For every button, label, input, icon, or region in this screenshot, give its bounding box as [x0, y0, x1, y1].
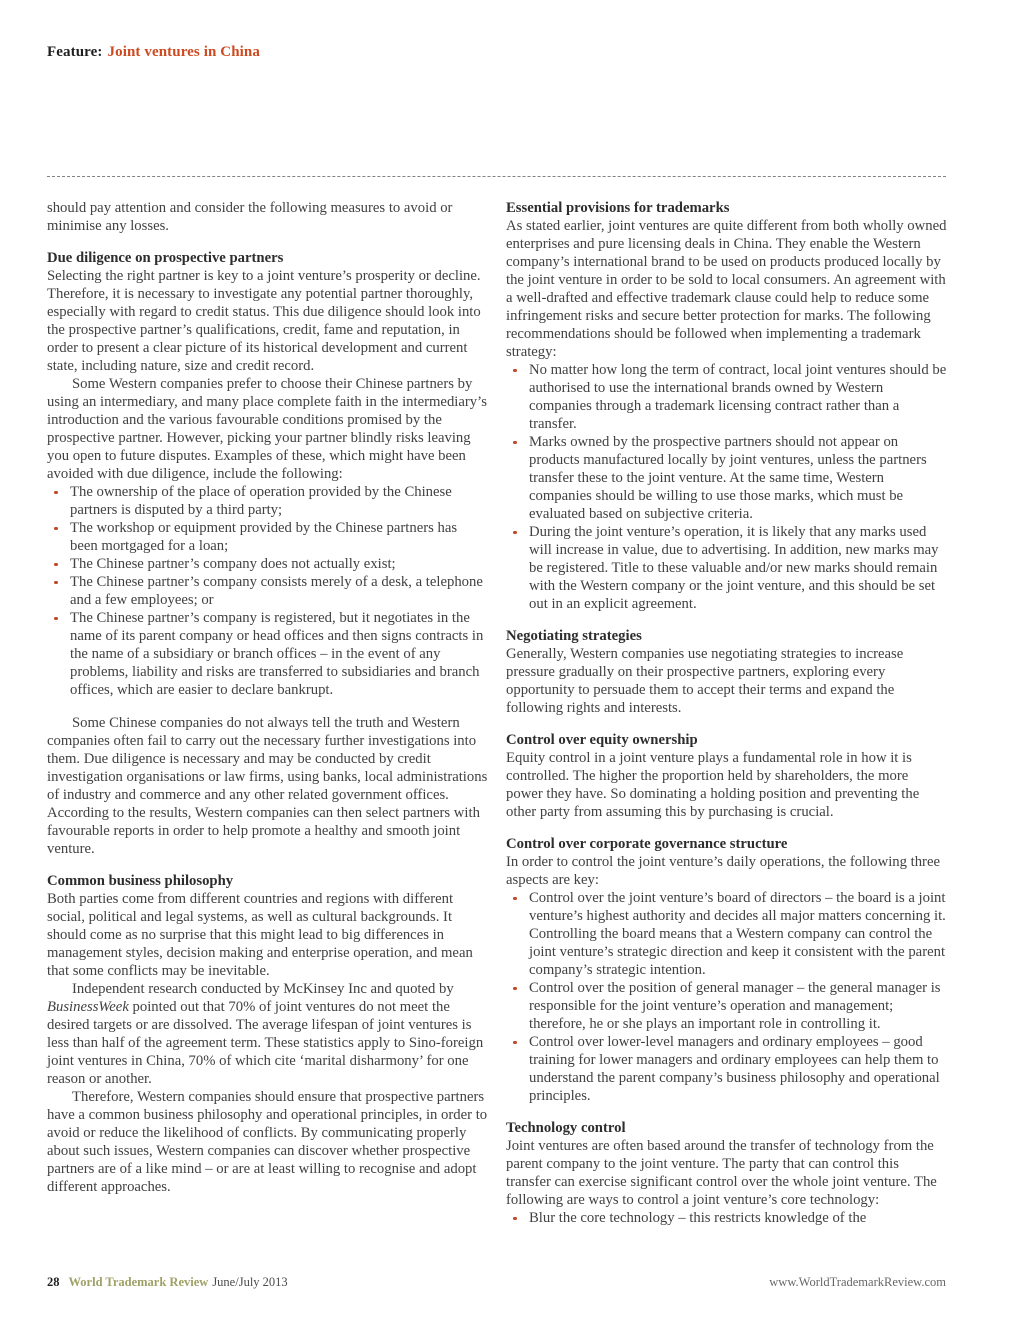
bullet-item: The Chinese partner’s company does not actually exist;: [47, 555, 488, 573]
dotted-divider: [47, 176, 946, 177]
bullet-item: Control over the position of general manager – the general manager is responsible for the joint venture’s operation and management; therefore, he or she plays an important role in controlling it.: [506, 979, 947, 1033]
section-heading: Common business philosophy: [47, 873, 234, 889]
paragraph: should pay attention and consider the following measures to avoid or minimise any losses.: [47, 200, 453, 234]
paragraph: Selecting the right partner is key to a joint venture’s prosperity or decline. Therefore, it is necessary to investigate any potential partner thoroughly, especially with regard to credit status. This due diligence should look into the prospective partner’s qualifications, credit, fame and reputation, in order to present a clear picture of its historical development and current state, including nature, size and credit record.: [47, 268, 481, 374]
bullet-item: During the joint venture’s operation, it is likely that any marks used will increase in value, due to advertising. In addition, new marks may be registered. Title to these valuable and/or new marks should remain with the Western company or the joint venture, and this should be set out in an explicit agreement.: [506, 523, 947, 613]
feature-title: Joint ventures in China: [107, 44, 260, 60]
footer-imprint: [47, 1275, 288, 1290]
paragraph: Independent research conducted by McKinsey Inc and quoted by BusinessWeek pointed out that 70% of joint ventures do not meet the desired targets or are dissolved. The average lifespan of joint ventures is less than half of the agreement term. These statistics apply to Sino-foreign joint ventures in China, 70% of which cite ‘marital disharmony’ for one reason or another.: [47, 981, 484, 1087]
paragraph: Some Western companies prefer to choose their Chinese partners by using an intermediary, and many place complete faith in the intermediary’s introduction and the various favourable conditions promised by the prospective partner. However, picking your partner blindly risks leaving you open to future disputes. Examples of these, which might have been avoided with due diligence, include the following:: [47, 376, 487, 482]
paragraph: Equity control in a joint venture plays a fundamental role in how it is controlled. The higher the proportion held by shareholders, the more power they have. So dominating a holding position and preventing the other party from assuming this by purchasing is crucial.: [506, 750, 920, 820]
bullet-item: Marks owned by the prospective partners should not appear on products manufactured locally by joint ventures, unless the partners transfer these to the joint venture. At the same time, Western companies should be willing to use those marks, which must be evaluated based on subjective criteria.: [506, 433, 947, 523]
paragraph: Generally, Western companies use negotiating strategies to increase pressure gradually on their prospective partners, exploring every opportunity to persuade them to accept their terms and expand the following rights and interests.: [506, 646, 904, 716]
bullet-item: Control over lower-level managers and ordinary employees – good training for lower managers and ordinary employees can help them to understand the parent company’s business philosophy and operational principles.: [506, 1033, 947, 1105]
bullet-item: No matter how long the term of contract, local joint ventures should be authorised to use the international brands owned by Western companies through a trademark licensing contract rather than a transfer.: [506, 361, 947, 433]
bullet-item: The Chinese partner’s company consists merely of a desk, a telephone and a few employees; or: [47, 573, 488, 609]
page-footer: [47, 1275, 946, 1290]
bullet-list: [506, 361, 947, 613]
bullet-list: [47, 483, 488, 699]
right-column: [506, 199, 947, 1227]
section-heading: Control over corporate governance structure: [506, 836, 788, 852]
section-heading: Negotiating strategies: [506, 628, 642, 644]
bullet-item: The ownership of the place of operation provided by the Chinese partners is disputed by a third party;: [47, 483, 488, 519]
section-heading: Due diligence on prospective partners: [47, 250, 284, 266]
paragraph: In order to control the joint venture’s daily operations, the following three aspects are key:: [506, 854, 940, 888]
section-heading: Essential provisions for trademarks: [506, 200, 730, 216]
paragraph: Therefore, Western companies should ensure that prospective partners have a common business philosophy and operational principles, in order to avoid or reduce the likelihood of conflicts. By communicating properly about such issues, Western companies can discover whether prospective partners are of a like mind – or are at least willing to recognise and adopt different approaches.: [47, 1089, 488, 1195]
section-heading: Control over equity ownership: [506, 732, 698, 748]
bullet-item: Control over the joint venture’s board of directors – the board is a joint venture’s highest authority and decides all major matters concerning it. Controlling the board means that a Western company can control the joint venture’s strategic direction and keep it consistent with the parent company’s strategic intention.: [506, 889, 947, 979]
bullet-list: [506, 1209, 947, 1227]
bullet-item: The workshop or equipment provided by the Chinese partners has been mortgaged for a loan;: [47, 519, 488, 555]
page-number: 28: [47, 1275, 60, 1289]
article-body: [47, 199, 947, 1227]
paragraph: Joint ventures are often based around the transfer of technology from the parent company to the joint venture. The party that can control this transfer can exercise significant control over the whole joint venture. The following are ways to control a joint venture’s core technology:: [506, 1138, 937, 1208]
issue-date: June/July 2013: [212, 1275, 288, 1289]
bullet-list: [506, 889, 947, 1105]
section-heading: Technology control: [506, 1120, 626, 1136]
paragraph: As stated earlier, joint ventures are quite different from both wholly owned enterprises and pure licensing deals in China. They enable the Western company’s international brand to be used on products produced locally by the joint venture in order to be sold to local consumers. An agreement with a well-drafted and effective trademark clause could help to reduce some infringement risks and secure better protection for marks. The following recommendations should be followed when implementing a trademark strategy:: [506, 218, 947, 360]
bullet-item: Blur the core technology – this restricts knowledge of the: [506, 1209, 947, 1227]
paragraph: Both parties come from different countries and regions with different social, political and legal systems, as well as cultural backgrounds. It should come as no surprise that this might lead to big differences in management styles, decision making and enterprise operation, and mean that some conflicts may be inevitable.: [47, 891, 473, 979]
publication-name: World Trademark Review: [68, 1275, 209, 1289]
feature-label: Feature:: [47, 44, 103, 60]
left-column: [47, 199, 488, 1227]
page-header: [47, 44, 260, 61]
paragraph: Some Chinese companies do not always tell the truth and Western companies often fail to carry out the necessary further investigations into them. Due diligence is necessary and may be conducted by credit investigation organisations or law firms, using banks, local administrations of industry and commerce and any other related government offices. According to the results, Western companies can then select partners with favourable reports in order to help promote a healthy and smooth joint venture.: [47, 715, 488, 857]
bullet-item: The Chinese partner’s company is registered, but it negotiates in the name of its parent company or head offices and then signs contracts in the name of a subsidiary or branch offices – in the event of any problems, liability and risks are transferred to subsidiaries and branch offices, which are easier to declare bankrupt.: [47, 609, 488, 699]
site-url[interactable]: www.WorldTrademarkReview.com: [769, 1275, 946, 1289]
